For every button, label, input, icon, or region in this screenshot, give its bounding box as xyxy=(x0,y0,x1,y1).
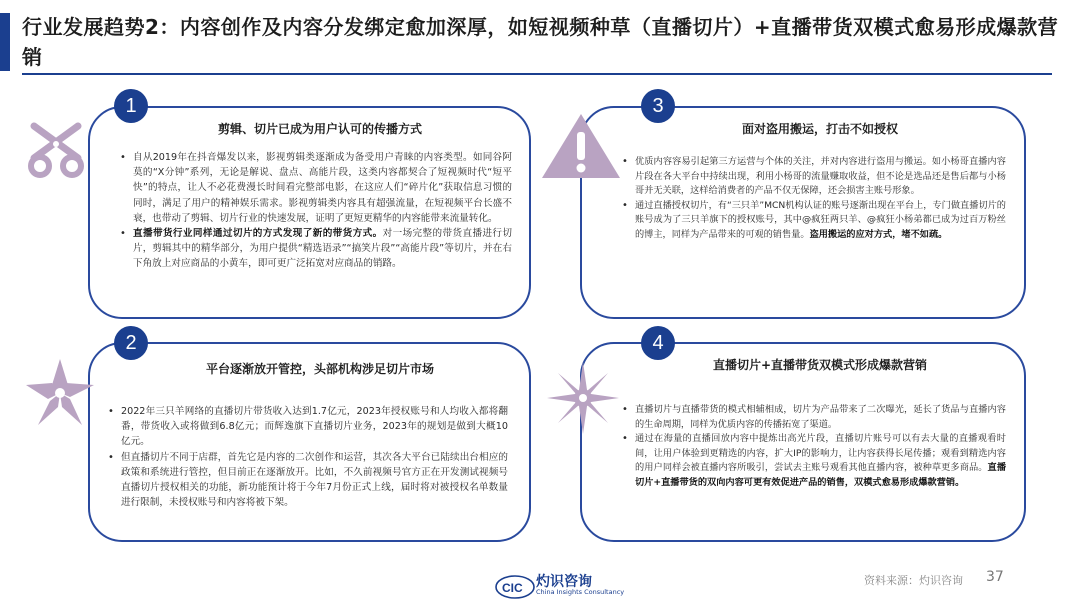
bullet-text: 通过在海量的直播回放内容中提炼出高光片段，直播切片账号可以有去大量的直播观看时间，让用户体验到更精选的内容，扩大IP的影响力，让内容获得长尾传播；观看到精选内容的用户同样会被直播内容所吸引，尝试去主账号观看其他直播内容，被种草更多商品。 xyxy=(635,433,1006,474)
bullet-text: 对一场完整的带货直播进行切片，剪辑其中的精华部分，为用户提供“精选语录”“搞笑片段”“高能片段”等切片，并在右下角放上对应商品的小黄车，即可更广泛拓宽对应商品的销路。 xyxy=(133,228,513,270)
panel-4-bullets xyxy=(622,403,1006,491)
sunburst-icon xyxy=(545,360,621,436)
panel-3-number-badge: 3 xyxy=(641,89,675,123)
scissors-icon xyxy=(26,118,96,180)
bullet-text: 2022年三只羊网络的直播切片带货收入达到1.7亿元，2023年授权账号和人均收入都将翻番，带货收入或将做到6.8亿元；而辉逸旗下直播切片业务，2023年的规划是做到大概10亿元。 xyxy=(121,406,508,448)
panel-4-number-badge: 4 xyxy=(641,326,675,360)
list-item xyxy=(622,432,1006,490)
panel-1-number-badge: 1 xyxy=(114,89,148,123)
panel-3-bullets xyxy=(622,155,1006,243)
bullet-text: 直播切片与直播带货的模式相辅相成，切片为产品带来了二次曝光，延长了货品与直播内容的生命周期，同样为优质内容的传播拓宽了渠道。 xyxy=(635,404,1006,430)
logo-subtitle: China Insights Consultancy xyxy=(536,588,625,596)
list-item xyxy=(622,403,1006,432)
panel-1-bullets xyxy=(120,150,512,272)
panel-2-bullets xyxy=(108,404,508,510)
bullet-bold: 直播带货行业同样通过切片的方式发现了新的带货方式。 xyxy=(133,228,383,240)
list-item xyxy=(120,226,512,272)
bullet-text: 自从2019年在抖音爆发以来，影视剪辑类逐渐成为备受用户青睐的内容类型。如同谷阿莫的“X分钟”系列，无论是解说、盘点、高能片段，这类内容都契合了短视频时代“短平快”的特点，让人不必花费漫长时间看完整部电影，在这应人们“碎片化”获取信息习惯的同时，满足了用户的精神娱乐需求。影视剪辑类内容具有超强流量，在短视频平台长盛不衰，也带动了剪辑、切片行业的快速发展，证明了更短更精华的内容能带来流量转化。 xyxy=(133,152,512,224)
list-item xyxy=(108,450,508,511)
panel-1-title: 剪辑、切片已成为用户认可的传播方式 xyxy=(217,122,422,136)
list-item xyxy=(108,404,508,450)
page-number: 37 xyxy=(986,569,1004,585)
list-item xyxy=(622,199,1006,243)
logo-mark: CIC xyxy=(502,581,523,595)
panel-2-number-badge: 2 xyxy=(114,326,148,360)
title-divider xyxy=(22,73,1052,75)
pinwheel-icon xyxy=(22,355,98,431)
bullet-bold: 盗用搬运的应对方式，堵不如疏。 xyxy=(809,228,948,240)
bullet-text: 通过直播授权切片，有“三只羊”MCN机构认证的账号逐渐出现在平台上，专门做直播切片的账号成为了三只羊旗下的授权账号，其中@疯狂两只羊、@疯狂小杨弟都已成为过百万粉丝的博主，同样为产品带来的可观的销售量。 xyxy=(635,199,1006,240)
list-item xyxy=(120,150,512,226)
list-item xyxy=(622,155,1006,199)
bullet-bold: 直播切片+直播带货的双向内容可更有效促进产品的销售，双模式愈易形成爆款营销。 xyxy=(635,462,1007,488)
panel-2-title: 平台逐渐放开管控，头部机构涉足切片市场 xyxy=(205,362,434,376)
page-title: 行业发展趋势2：内容创作及内容分发绑定愈加深厚，如短视频种草（直播切片）+直播带货双模式愈易形成爆款营销 xyxy=(22,15,1059,69)
bullet-text: 优质内容容易引起第三方运营与个体的关注，并对内容进行盗用与搬运。如小杨哥直播内容片段在各大平台中持续出现，利用小杨哥的流量赚取收益，但不论是选品还是售后都与小杨哥并无关联，这样给消费者的产品不仅无保障，还会损害主账号形象。 xyxy=(635,156,1006,197)
source-note: 资料来源：灼识咨询 xyxy=(864,574,963,587)
bullet-text: 但直播切片不同于店群，首先它是内容的二次创作和运营，其次各大平台已陆续出台相应的政策和系统进行管控，但目前正在逐渐放开。比如，不久前视频号官方正在开发测试视频号直播切片授权相关的功能，新功能预计将于今年7月份正式上线，届时将对被授权名单数量进行限制，未授权账号和内容将被下架。 xyxy=(121,451,508,509)
panel-3-title: 面对盗用搬运，打击不如授权 xyxy=(741,122,898,136)
logo-name: 灼识咨询 xyxy=(536,574,592,590)
panel-4-title: 直播切片+直播带货双模式形成爆款营销 xyxy=(712,358,928,372)
warning-icon xyxy=(540,112,622,180)
title-accent-bar xyxy=(0,13,10,71)
